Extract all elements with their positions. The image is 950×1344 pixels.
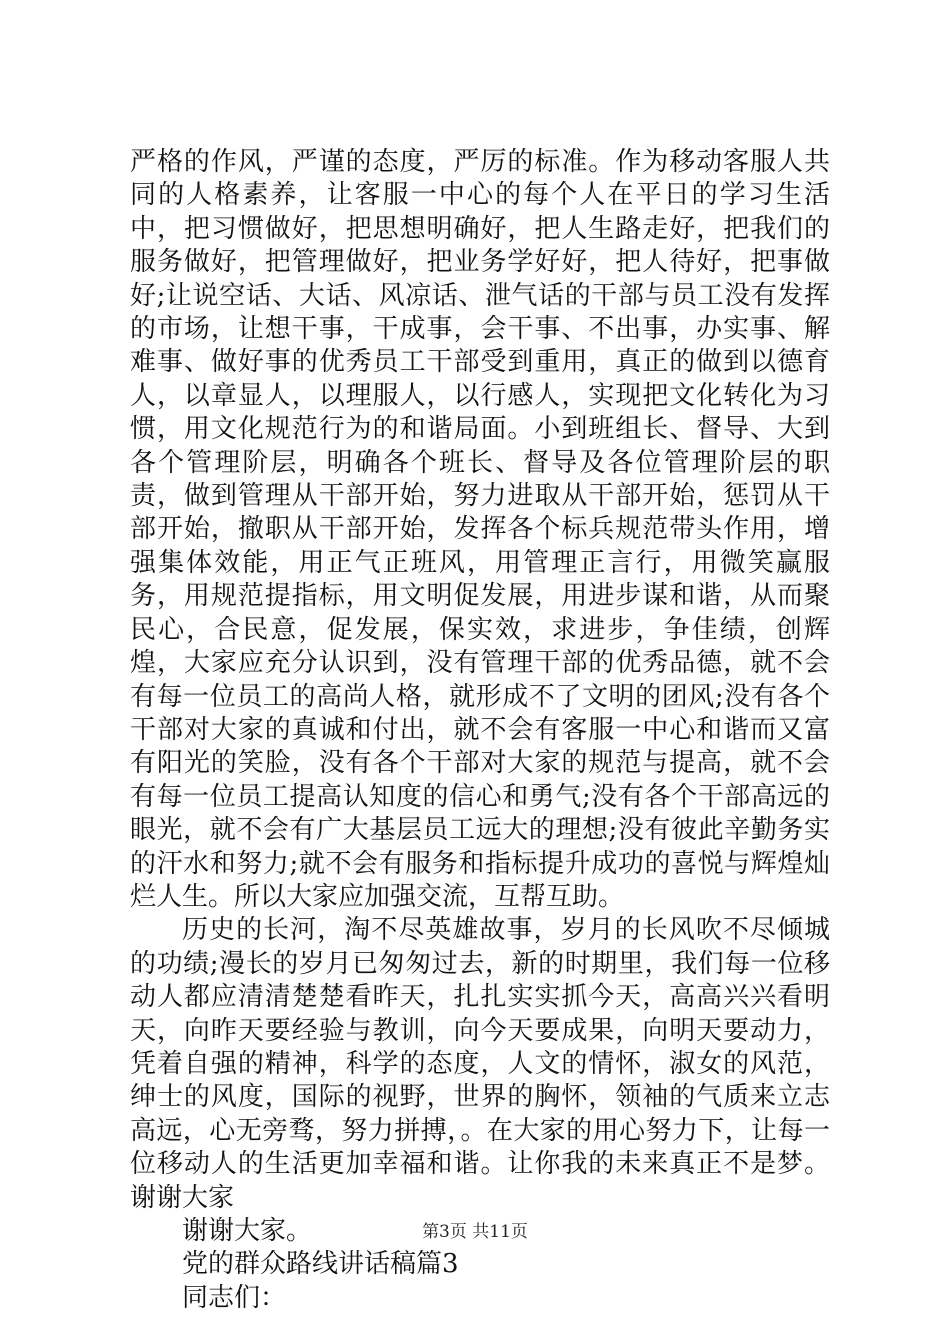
paragraph-1: 严格的作风，严谨的态度，严厉的标准。作为移动客服人共同的人格素养，让客服一中心的每个人在平日的学习生活中，把习惯做好，把思想明确好，把人生路走好，把我们的服务做好，把管理做好，把业务学好好，把人待好，把事做好;让说空话、大话、风凉话、泄气话的干部与员工没有发挥的市场，让想干事，干成事，会干事、不出事，办实事、解难事、做好事的优秀员工干部受到重用，真正的做到以德育人，以章显人，以理服人，以行感人，实现把文化转化为习惯，用文化规范行为的和谐局面。小到班组长、督导、大到各个管理阶层，明确各个班长、督导及各位管理阶层的职责，做到管理从干部开始，努力进取从干部开始，惩罚从干部开始，撤职从干部开始，发挥各个标兵规范带头作用，增强集体效能，用正气正班风，用管理正言行，用微笑赢服务，用规范提指标，用文明促发展，用进步谋和谐，从而聚民心，合民意，促发展，保实效，求进步，争佳绩，创辉煌，大家应充分认识到，没有管理干部的优秀品德，就不会有每一位员工的高尚人格，就形成不了文明的团风;没有各个干部对大家的真诚和付出，就不会有客服一中心和谐而又富有阳光的笑脸，没有各个干部对大家的规范与提高，就不会有每一位员工提高认知度的信心和勇气;没有各个干部高远的眼光，就不会有广大基层员工远大的理想;没有彼此辛勤务实的汗水和努力;就不会有服务和指标提升成功的喜悦与辉煌灿烂人生。所以大家应加强交流，互帮互助。 [130, 147, 830, 912]
closing-thanks: 谢谢大家。 [182, 1216, 313, 1246]
salutation: 同志们： [182, 1282, 287, 1313]
document-body [130, 146, 830, 1315]
page-number-footer: 第3页 共11页 [422, 1222, 528, 1242]
section-heading: 党的群众路线讲话稿篇3 [182, 1249, 459, 1280]
paragraph-2: 历史的长河，淘不尽英雄故事，岁月的长风吹不尽倾城的功绩;漫长的岁月已匆匆过去，新的时期里，我们每一位移动人都应清清楚楚看昨天，扎扎实实抓今天，高高兴兴看明天，向昨天要经验与教训，向今天要成果，向明天要动力，凭着自强的精神，科学的态度，人文的情怀，淑女的风范，绅士的风度，国际的视野，世界的胸怀，领袖的气质来立志高远，心无旁骛，努力拼搏，。在大家的用心努力下，让每一位移动人的生活更加幸福和谐。让你我的未来真正不是梦。谢谢大家 [130, 915, 830, 1213]
